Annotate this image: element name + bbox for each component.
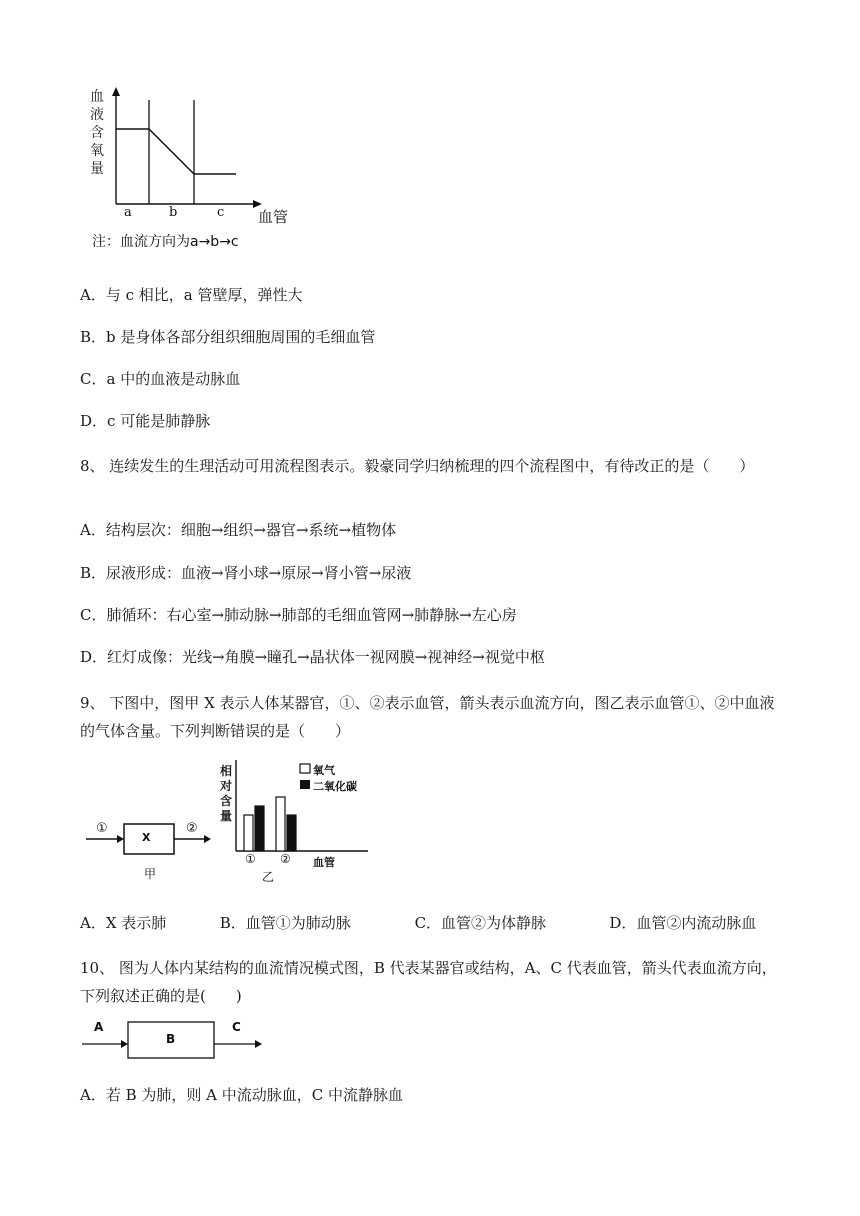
q7-option-c: C．a 中的血液是动脉血 [80,370,241,388]
blood-oxygen-figure [86,84,306,254]
q8-option-d: D．红灯成像：光线→角膜→瞳孔→晶状体一视网膜→视神经→视觉中枢 [80,648,545,666]
tick-a: a [124,205,132,220]
yi-x-label: 血管 [313,856,335,869]
figure-yi [218,758,378,888]
tick-b: b [169,205,178,220]
vessel-a-label: A [94,1020,104,1034]
vessel-flow-diagram [82,1018,272,1068]
q7-option-b: B．b 是身体各部分组织细胞周围的毛细血管 [80,328,376,346]
bar-o2-vessel-1 [244,815,253,851]
q7-option-d: D．c 可能是肺静脉 [80,412,211,430]
y-label-char: 量 [90,161,104,177]
caption-yi: 乙 [262,870,275,884]
q7-option-a: A．与 c 相比，a 管壁厚，弹性大 [80,286,303,304]
x-label: 血管 [258,208,289,226]
legend-co2-swatch [300,780,310,789]
legend-o2-swatch [300,764,310,773]
bar-o2-vessel-2 [276,797,285,851]
tick-c: c [217,205,225,220]
yi-y-label-char: 相 [220,764,233,778]
structure-b-label: B [166,1032,176,1046]
q9-option-c: C．血管②为体静脉 [414,914,547,932]
q8-option-a: A．结构层次：细胞→组织→器官→系统→植物体 [80,521,397,539]
q10-stem: 10、 图为人体内某结构的血流情况模式图，B 代表某器官或结构，A、C 代表血管，箭头代表血流方向，下列叙述正确的是( ) [80,959,777,1005]
figure-jia [84,815,224,885]
y-label [90,88,106,178]
q9-stem: 9、 下图中，图甲 X 表示人体某器官，①、②表示血管，箭头表示血流方向，图乙表示血管①、②中血液的气体含量。下列判断错误的是（ ） [80,694,775,740]
yi-category-2: ② [280,852,291,866]
legend-co2-label: 二氧化碳 [313,780,357,793]
bar-co2-vessel-2 [287,815,296,851]
oxygen-line [116,129,236,174]
yi-y-label-char: 含 [220,794,233,808]
vessel-1-label: ① [96,821,108,836]
y-label-char: 血 [90,89,104,105]
vessel-2-label: ② [186,821,198,836]
q8-stem: 8、 连续发生的生理活动可用流程图表示。毅豪同学归纳梳理的四个流程图中，有待改正的是（ ） [80,457,755,475]
q9-option-a: A．X 表示肺 [80,914,167,932]
q8-option-b: B．尿液形成：血液→肾小球→原尿→肾小管→尿液 [80,564,412,582]
yi-y-label-char: 对 [220,779,233,793]
q9-options [80,912,756,934]
y-label-char: 氧 [90,143,104,159]
q9-option-d: D．血管②内流动脉血 [609,914,757,932]
yi-y-label-char: 量 [220,809,233,823]
figure-note: 注：血流方向为a→b→c [92,234,239,250]
organ-x-label: X [142,831,151,844]
bar-co2-vessel-1 [255,806,264,851]
y-axis-arrow [112,87,120,96]
legend-o2-label: 氧气 [313,764,335,777]
y-label-char: 液 [90,107,104,123]
y-label-char: 含 [90,125,104,141]
q9-option-b: B．血管①为肺动脉 [219,914,351,932]
q8-option-c: C．肺循环：右心室→肺动脉→肺部的毛细血管网→肺静脉→左心房 [80,606,517,624]
figure-q10 [82,1018,272,1068]
caption-jia: 甲 [144,867,157,881]
blood-oxygen-chart [86,84,306,254]
q10-option-a: A．若 B 为肺，则 A 中流动脉血，C 中流静脉血 [80,1086,404,1104]
yi-category-1: ① [245,852,256,866]
vessel-c-label: C [232,1020,241,1034]
